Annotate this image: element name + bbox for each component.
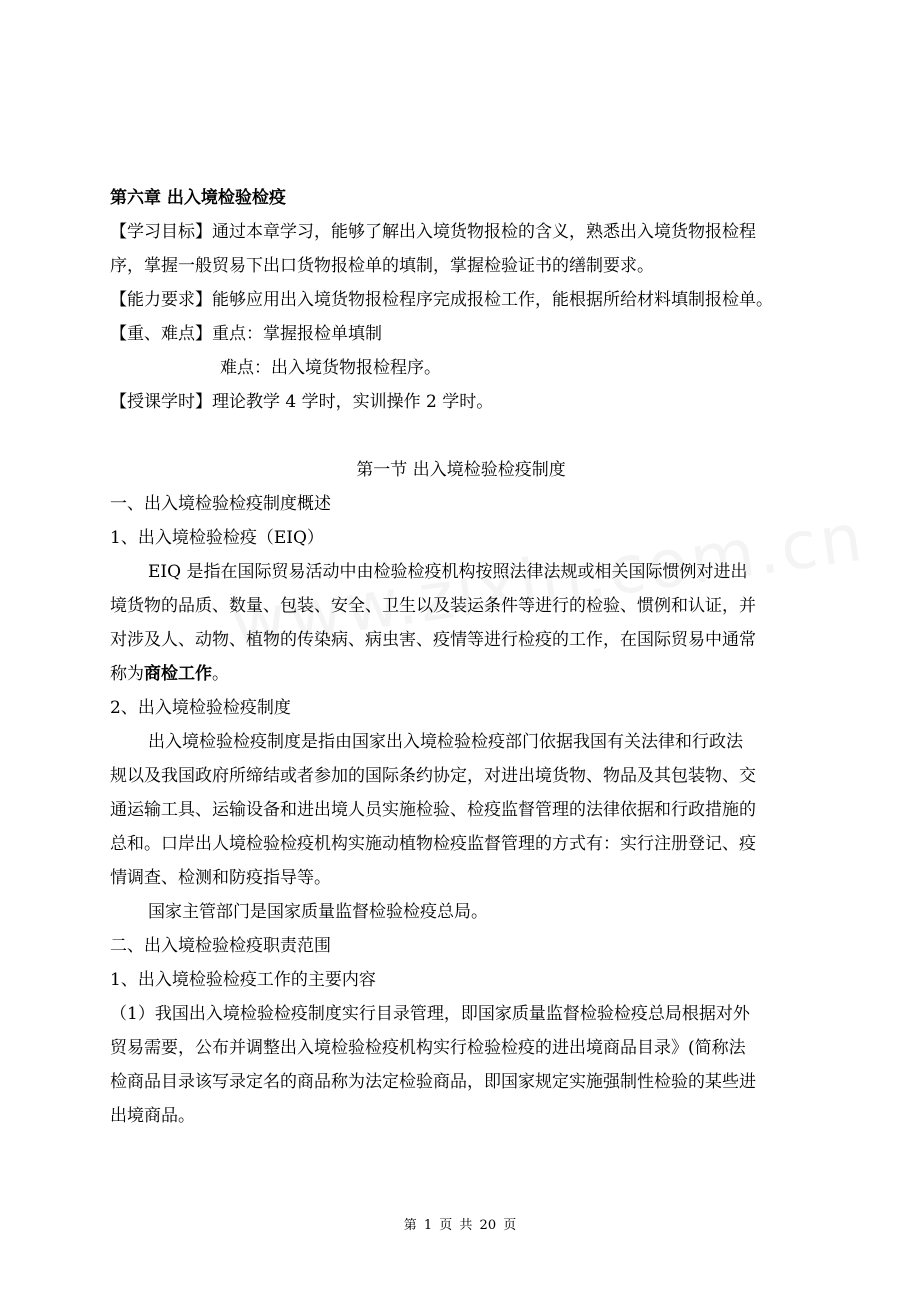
key-point: 重点：掌握报检单填制 <box>212 324 382 344</box>
objectives-line-1: 【学习目标】通过本章学习，能够了解出入境货物报检的含义，熟悉出入境货物报检程 <box>110 222 756 242</box>
paragraph-2-line-2: 规以及我国政府所缔结或者参加的国际条约协定，对进出境货物、物品及其包装物、交 <box>110 766 756 786</box>
heading-2-1: 1、出入境检验检疫工作的主要内容 <box>110 970 376 990</box>
heading-1-1: 1、出入境检验检疫（EIQ） <box>110 528 324 548</box>
paragraph-4-line-4: 出境商品。 <box>110 1106 195 1126</box>
key-points-line <box>110 317 812 351</box>
ability-requirement: 【能力要求】能够应用出入境货物报检程序完成报检工作，能根据所给材料填制报检单。 <box>110 290 773 310</box>
paragraph-1-line-4 <box>110 657 812 691</box>
heading-1: 一、出入境检验检疫制度概述 <box>110 494 331 514</box>
difficult-point: 难点：出入境货物报检程序。 <box>220 358 441 378</box>
paragraph-2-line-4: 总和。口岸出人境检验检疫机构实施动植物检疫监督管理的方式有：实行注册登记、疫 <box>110 834 756 854</box>
section-title: 第一节 出入境检验检疫制度 <box>356 460 566 480</box>
key-points-label: 【重、难点】 <box>110 324 212 344</box>
paragraph-3: 国家主管部门是国家质量监督检验检疫总局。 <box>148 902 488 922</box>
paragraph-2-line-5: 情调查、检测和防疫指导等。 <box>110 868 331 888</box>
page-footer: 第 1 页 共 20 页 <box>403 1218 517 1233</box>
heading-1-2: 2、出入境检验检疫制度 <box>110 698 291 718</box>
paragraph-1-line-2: 境货物的品质、数量、包装、安全、卫生以及装运条件等进行的检验、惯例和认证，并 <box>110 596 756 616</box>
spacer <box>110 419 812 453</box>
objectives-line-2: 序，掌握一般贸易下出口货物报检单的填制，掌握检验证书的缮制要求。 <box>110 256 654 276</box>
page-content <box>110 181 812 1133</box>
paragraph-4-line-1: （1）我国出入境检验检疫制度实行目录管理，即国家质量监督检验检疫总局根据对外 <box>110 1004 750 1024</box>
chapter-title: 第六章 出入境检验检疫 <box>110 188 286 208</box>
paragraph-1-line-1: EIQ 是指在国际贸易活动中由检验检疫机构按照法律法规或相关国际惯例对进出 <box>148 562 748 582</box>
paragraph-2-line-1: 出入境检验检疫制度是指由国家出入境检验检疫部门依据我国有关法律和行政法 <box>148 732 743 752</box>
paragraph-4-line-3: 检商品目录该写录定名的商品称为法定检验商品，即国家规定实施强制性检验的某些进 <box>110 1072 756 1092</box>
heading-2: 二、出入境检验检疫职责范围 <box>110 936 331 956</box>
teaching-hours: 【授课学时】理论教学 4 学时，实训操作 2 学时。 <box>110 392 494 412</box>
paragraph-1-line-3: 对涉及人、动物、植物的传染病、病虫害、疫情等进行检疫的工作，在国际贸易中通常 <box>110 630 756 650</box>
paragraph-4-line-2: 贸易需要，公布并调整出入境检验检疫机构实行检验检疫的进出境商品目录》(简称法 <box>110 1038 746 1058</box>
paragraph-1-suffix: 。 <box>212 664 229 684</box>
paragraph-1-prefix: 称为 <box>110 664 144 684</box>
highlight-term: 商检工作 <box>144 664 212 684</box>
paragraph-2-line-3: 通运输工具、运输设备和进出境人员实施检验、检疫监督管理的法律依据和行政措施的 <box>110 800 756 820</box>
